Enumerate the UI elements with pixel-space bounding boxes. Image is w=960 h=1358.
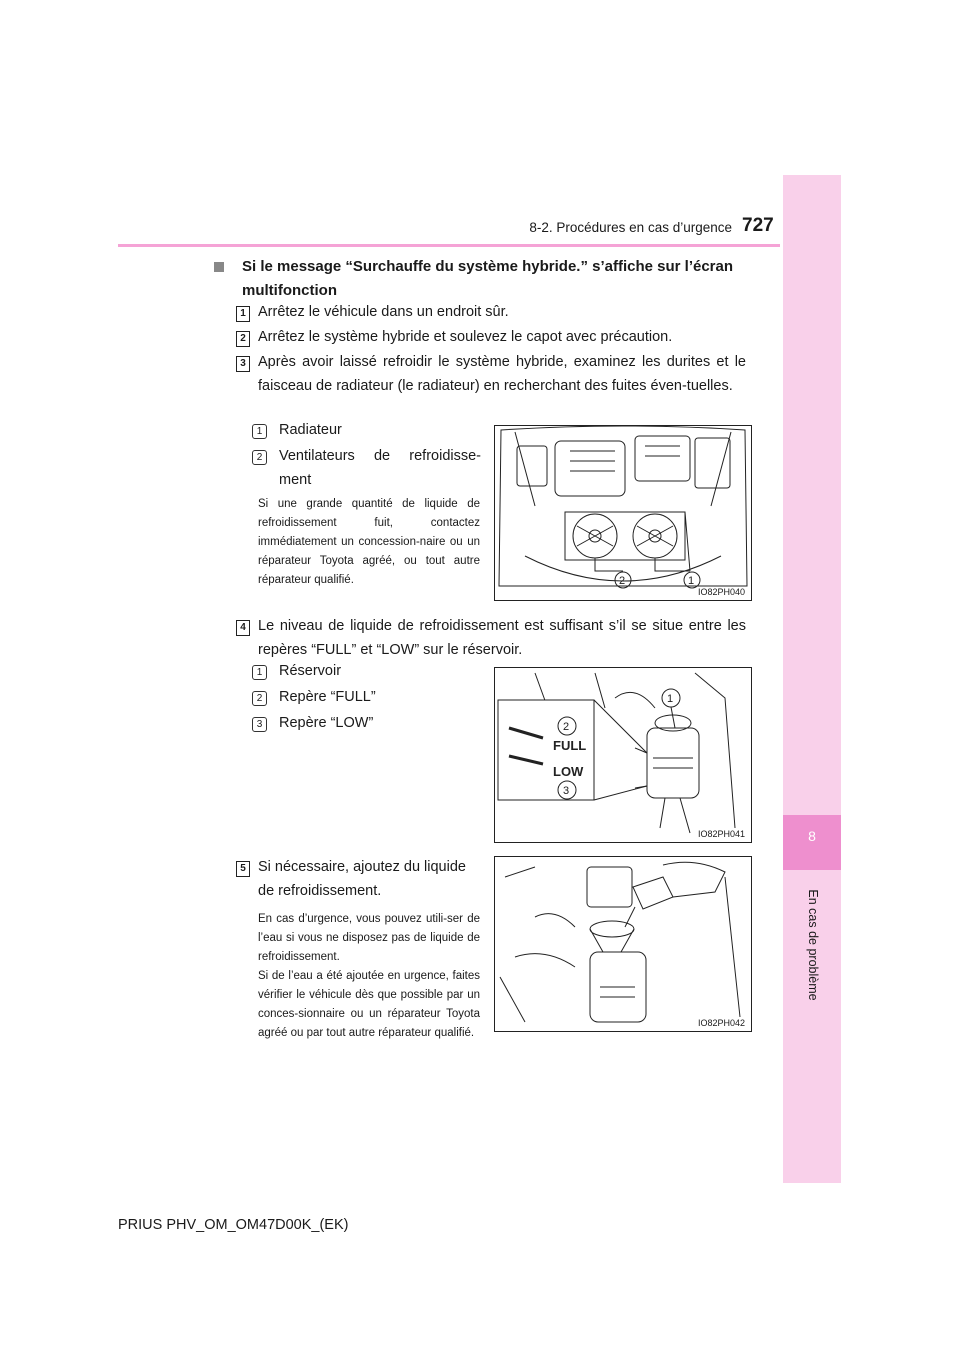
step-text-5: Si nécessaire, ajoutez du liquide de refroidissement.: [258, 859, 466, 899]
footer-doc-code: PRIUS PHV_OM_OM47D00K_(EK): [118, 1217, 349, 1233]
section-heading-text: Si le message “Surchauffe du système hybride.” s’affiche sur l’écran multifonction: [242, 258, 734, 299]
step-text-1: Arrêtez le véhicule dans un endroit sûr.: [258, 304, 509, 320]
full-mark-label: FULL: [553, 738, 587, 753]
fig3-note-1: En cas d’urgence, vous pouvez utili-ser de l’eau si vous ne disposez pas de liquide de refroidissement.: [258, 913, 480, 963]
chapter-label-wrap: [803, 878, 821, 1018]
callout-low-mark: 3: [252, 717, 267, 732]
fig2-marker-1: 1: [667, 693, 674, 705]
callout-reservoir-label: Réservoir: [279, 663, 342, 679]
page-number: 727: [742, 215, 774, 236]
callout-full-mark-label: Repère “FULL”: [279, 689, 376, 705]
fig1-code: IO82PH040: [697, 587, 745, 597]
chapter-label: En cas de problème: [806, 889, 820, 1001]
section-heading: [218, 255, 746, 303]
fig3-note-2: Si de l’eau a été ajoutée en urgence, faites vérifier le véhicule dès que possible par un conces-sionnaire ou un réparateur Toyota agréé ou par tout autre réparateur qualifié.: [258, 970, 480, 1039]
low-mark-label: LOW: [553, 764, 584, 779]
callout-low-mark-label: Repère “LOW”: [279, 715, 374, 731]
refill-illustration: [495, 857, 751, 1031]
reservoir-figure: [494, 667, 752, 843]
step-number-4: 4: [236, 620, 250, 636]
fig2-marker-2: 2: [563, 721, 570, 733]
callout-full-mark: 2: [252, 691, 267, 706]
step-number-5: 5: [236, 861, 250, 877]
step-number-1: 1: [236, 306, 250, 322]
header-rule: [118, 244, 780, 247]
refill-figure: [494, 856, 752, 1032]
step-text-4: Le niveau de liquide de refroidissement est suffisant s’il se situe entre les repères “FULL” et “LOW” sur le réservoir.: [258, 618, 746, 658]
fig2-marker-3: 3: [563, 785, 570, 797]
callout-reservoir: 1: [252, 665, 267, 680]
engine-bay-figure: [494, 425, 752, 601]
fig2-code: IO82PH041: [697, 829, 745, 839]
callout-radiator-label: Radiateur: [279, 422, 342, 438]
step-number-3: 3: [236, 356, 250, 372]
fig1-marker-2: 2: [619, 575, 626, 587]
reservoir-illustration: [495, 668, 751, 842]
engine-bay-illustration: [495, 426, 751, 600]
fig1-marker-1: 1: [688, 575, 695, 587]
fig3-code: IO82PH042: [697, 1018, 745, 1028]
step-text-2: Arrêtez le système hybride et soulevez le capot avec précaution.: [258, 329, 673, 345]
callout-radiator: 1: [252, 424, 267, 439]
step-number-2: 2: [236, 331, 250, 347]
chapter-number: 8: [808, 828, 816, 844]
section-title: 8-2. Procédures en cas d’urgence: [529, 220, 732, 235]
callout-fans: 2: [252, 450, 267, 465]
callout-fans-label: Ventilateurs de refroidisse-ment: [279, 448, 481, 488]
step-text-3: Après avoir laissé refroidir le système hybride, examinez les durites et le faisceau de radiateur (le radiateur) en recherchant des fuites éven-tuelles.: [258, 354, 746, 394]
fig1-note: Si une grande quantité de liquide de refroidissement fuit, contactez immédiatement un concession-naire ou un réparateur Toyota agréé, ou tout autre réparateur qualifié.: [258, 498, 480, 586]
chapter-side-tab: [783, 175, 841, 1183]
square-bullet-icon: [214, 262, 224, 272]
